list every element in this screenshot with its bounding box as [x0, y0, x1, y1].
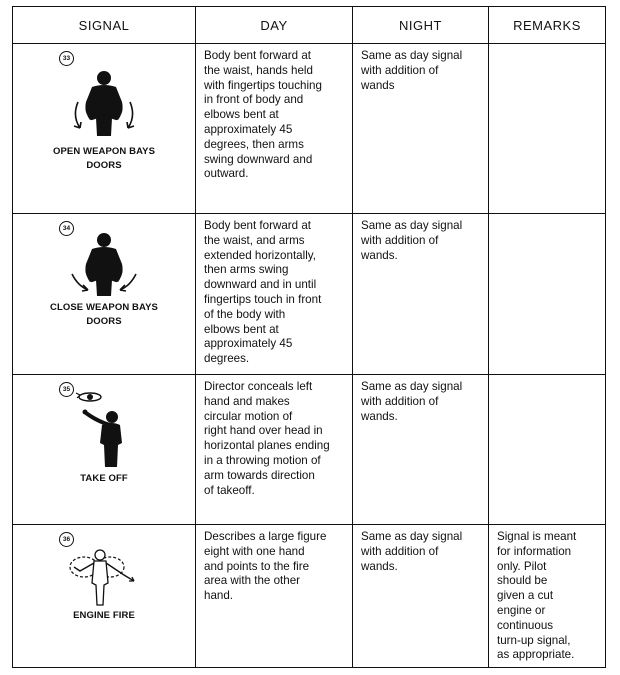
remarks-text	[489, 214, 605, 219]
day-cell	[196, 525, 353, 668]
header-signal: SIGNAL	[13, 7, 196, 44]
signal-caption: ENGINE FIRE	[73, 610, 135, 621]
remarks-text: Signal is meant for information only. Pilot should be given a cut engine or continuous turn-up signal, as appropriate.	[497, 530, 577, 662]
table-row	[13, 44, 606, 214]
night-cell	[353, 214, 489, 375]
person-take-off-icon	[54, 387, 154, 471]
remarks-cell	[489, 525, 606, 668]
signal-number: 35	[59, 382, 74, 397]
remarks-text	[489, 375, 605, 380]
remarks-cell	[489, 214, 606, 375]
signal-number: 33	[59, 51, 74, 66]
day-cell	[196, 44, 353, 214]
night-text: Same as day signal with addition of wands.	[361, 219, 463, 262]
table-row	[13, 375, 606, 525]
signal-caption: CLOSE WEAPON BAYS DOORS	[50, 302, 158, 327]
signals-table	[12, 6, 606, 668]
day-text: Director conceals left hand and makes circular motion of right hand over head in horizontal planes ending in a throwing motion of arm towards direction of takeoff.	[204, 380, 330, 497]
table-row	[13, 525, 606, 668]
day-cell	[196, 214, 353, 375]
signal-number: 34	[59, 221, 74, 236]
night-cell	[353, 375, 489, 525]
night-text: Same as day signal with addition of wands	[361, 49, 463, 92]
signal-cell	[13, 44, 196, 214]
header-night: NIGHT	[353, 7, 489, 44]
day-text: Body bent forward at the waist, hands held with fingertips touching in front of body and elbows bent at approximately 45 degrees, then arms swing downward and outward.	[204, 49, 322, 181]
person-open-weapon-bays-icon	[54, 68, 154, 142]
signal-number: 36	[59, 532, 74, 547]
header-day: DAY	[196, 7, 353, 44]
remarks-text	[489, 44, 605, 49]
night-cell	[353, 44, 489, 214]
night-cell	[353, 525, 489, 668]
signal-cell	[13, 214, 196, 375]
day-text: Body bent forward at the waist, and arms extended horizontally, then arms swing downward and in until fingertips touch in front of the body with elbows bent at approximately 45 degrees.	[204, 219, 322, 366]
person-close-weapon-bays-icon	[54, 230, 154, 300]
remarks-cell	[489, 44, 606, 214]
signal-cell	[13, 375, 196, 525]
table-row	[13, 214, 606, 375]
header-remarks: REMARKS	[489, 7, 606, 44]
day-text: Describes a large figure eight with one hand and points to the fire area with the other hand.	[204, 530, 327, 603]
header-row	[13, 7, 606, 44]
night-text: Same as day signal with addition of wands.	[361, 380, 463, 423]
signal-caption: OPEN WEAPON BAYS DOORS	[52, 146, 156, 171]
person-engine-fire-icon	[54, 545, 154, 611]
signal-cell	[13, 525, 196, 668]
night-text: Same as day signal with addition of wands.	[361, 530, 463, 573]
remarks-cell	[489, 375, 606, 525]
day-cell	[196, 375, 353, 525]
signal-caption: TAKE OFF	[80, 473, 128, 484]
